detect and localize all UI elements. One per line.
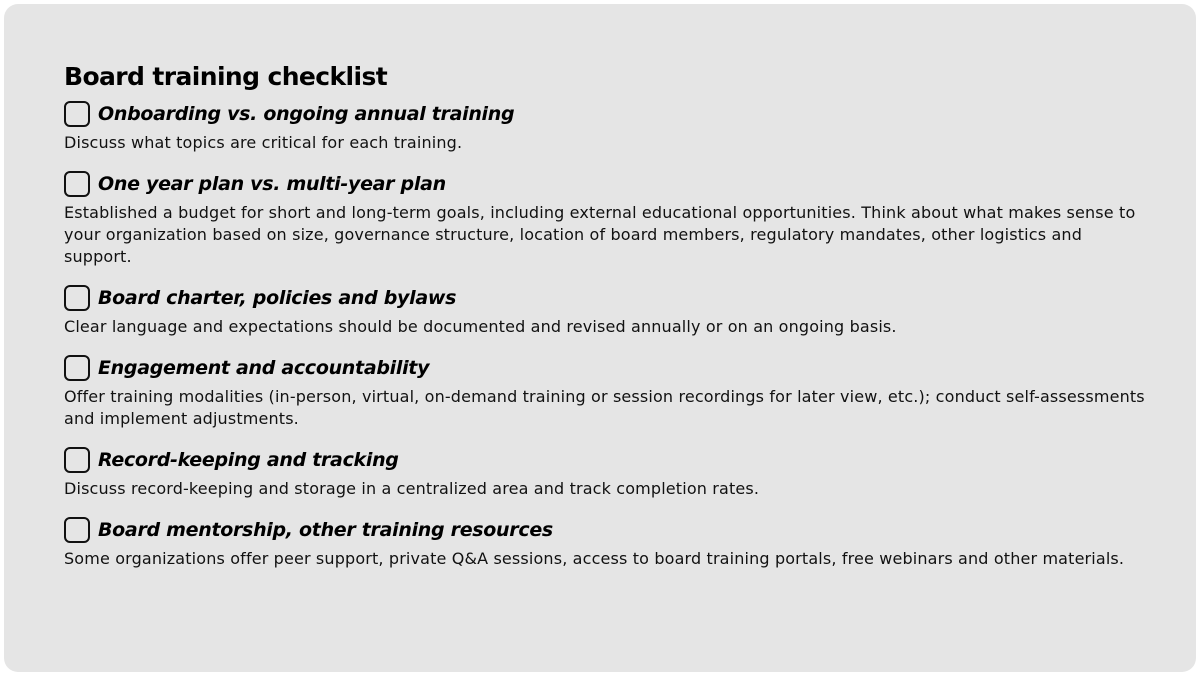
checklist-item-header xyxy=(64,282,1164,314)
checklist-item-mentorship xyxy=(64,514,1164,570)
checkbox[interactable] xyxy=(64,447,90,473)
checklist-item-title: Engagement and accountability xyxy=(98,357,430,379)
checklist-item-header xyxy=(64,444,1164,476)
checklist-item-onboarding xyxy=(64,98,1164,154)
checklist-item-title: One year plan vs. multi-year plan xyxy=(98,173,446,195)
checkbox[interactable] xyxy=(64,171,90,197)
checklist-item-record-keeping xyxy=(64,444,1164,500)
checklist-item-description: Offer training modalities (in-person, virtual, on-demand training or session recordings for later view, etc.); conduct self-assessments and implement adjustments. xyxy=(64,387,1145,428)
checklist-item-description: Discuss record-keeping and storage in a centralized area and track completion rates. xyxy=(64,479,760,498)
checklist-item-description: Discuss what topics are critical for each training. xyxy=(64,133,463,152)
checklist-card xyxy=(4,4,1196,672)
checklist-item-engagement xyxy=(64,352,1164,430)
checklist-title: Board training checklist xyxy=(64,62,388,91)
checklist-item-header xyxy=(64,352,1164,384)
checklist-item-title: Record-keeping and tracking xyxy=(98,449,399,471)
checklist-item-title: Board mentorship, other training resources xyxy=(98,519,553,541)
checklist-item-title: Onboarding vs. ongoing annual training xyxy=(98,103,515,125)
checkbox[interactable] xyxy=(64,517,90,543)
checkbox[interactable] xyxy=(64,101,90,127)
checklist-item-description: Clear language and expectations should be documented and revised annually or on an ongoing basis. xyxy=(64,317,897,336)
checkbox[interactable] xyxy=(64,285,90,311)
checklist-item-header xyxy=(64,168,1164,200)
checklist-item-charter xyxy=(64,282,1164,338)
checklist-item-title: Board charter, policies and bylaws xyxy=(98,287,457,309)
checkbox[interactable] xyxy=(64,355,90,381)
checklist-item-description: Some organizations offer peer support, private Q&A sessions, access to board training portals, free webinars and other materials. xyxy=(64,549,1125,568)
checklist-item-header xyxy=(64,514,1164,546)
checklist-item-description: Established a budget for short and long-term goals, including external educational opportunities. Think about what makes sense to your organization based on size, governance structure, location of board members, regulatory mandates, other logistics and support. xyxy=(64,203,1136,266)
checklist-item-header xyxy=(64,98,1164,130)
checklist-item-year-plan xyxy=(64,168,1164,268)
checklist-content xyxy=(64,62,1164,584)
